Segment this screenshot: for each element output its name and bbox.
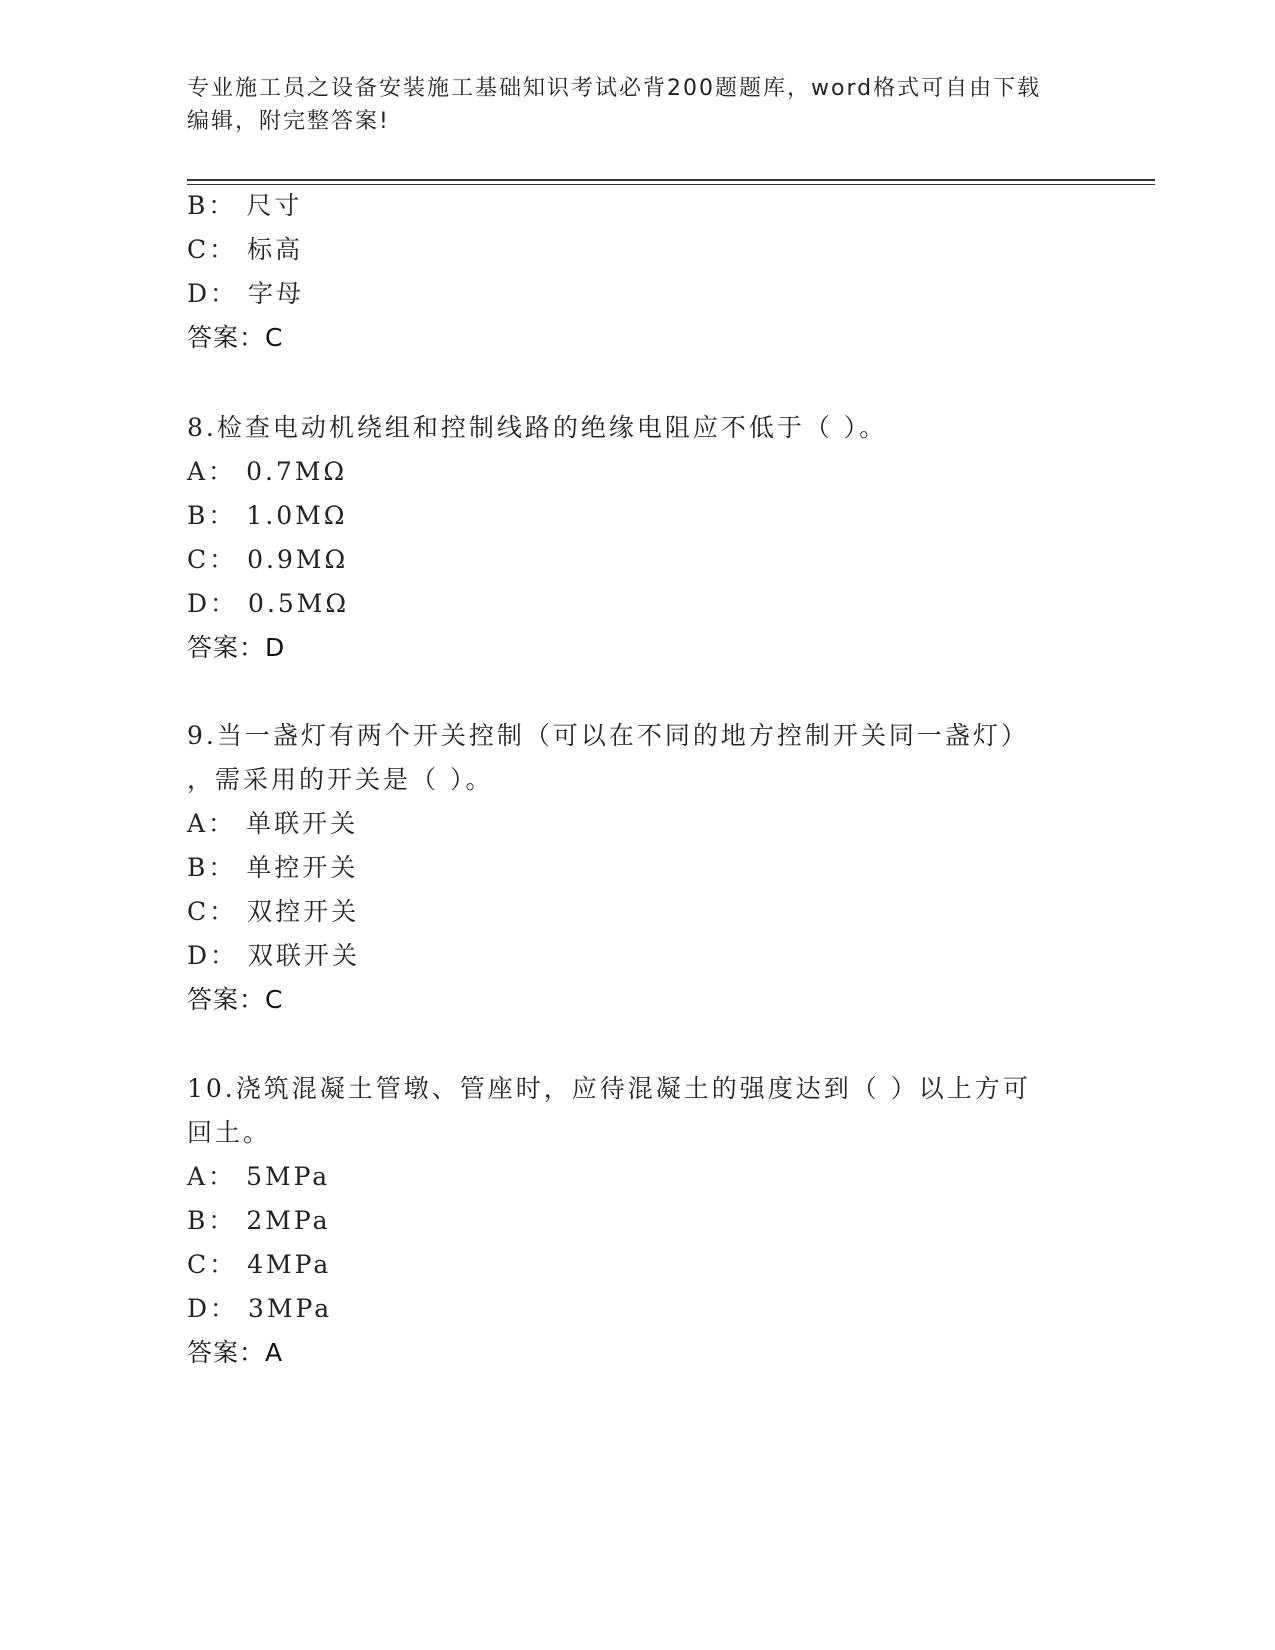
option-label: C： [187,897,238,926]
option-label: A： [187,1162,237,1191]
option-text: 双控开关 [247,897,360,926]
option-label: B： [187,1206,237,1235]
option-text: 0.5MΩ [248,589,350,618]
option-label: C： [187,1250,238,1279]
option-text: 3MPa [248,1294,333,1323]
option-label: D： [187,1294,239,1323]
option-d [187,940,360,972]
answer: 答案：D [187,633,286,662]
option-d [187,588,349,620]
header-title-line-1: 专业施工员之设备安装施工基础知识考试必背200题题库，word格式可自由下载 [187,76,1042,101]
option-text: 0.9MΩ [247,545,349,574]
option-c [187,544,348,576]
option-c [187,234,303,266]
option-b [187,852,358,884]
option-label: A： [187,809,237,838]
option-label: B： [187,191,237,220]
option-text: 字母 [248,279,305,308]
option-d [187,278,304,310]
option-a [187,808,358,840]
option-b [187,1205,330,1237]
option-text: 标高 [247,235,304,264]
option-text: 双联开关 [248,941,361,970]
option-d [187,1293,332,1325]
option-text: 5MPa [246,1162,331,1191]
header-divider-thick [187,179,1155,181]
option-c [187,896,359,928]
option-c [187,1249,331,1281]
option-label: D： [187,941,239,970]
question-stem-line-1: 10.浇筑混凝土管墩、管座时，应待混凝土的强度达到（ ）以上方可 [187,1074,1031,1103]
document-header [187,72,1067,138]
header-title-line-2: 编辑，附完整答案! [187,109,390,134]
option-b [187,190,302,222]
answer: 答案：A [187,1338,284,1367]
question-stem-line-2: ，需采用的开关是（ ）。 [187,765,494,794]
option-text: 单控开关 [246,853,359,882]
option-text: 2MPa [246,1206,331,1235]
option-label: B： [187,853,237,882]
question-stem-line-1: 9.当一盏灯有两个开关控制（可以在不同的地方控制开关同一盏灯） [187,721,1029,750]
option-label: C： [187,545,238,574]
question-stem: 8.检查电动机绕组和控制线路的绝缘电阻应不低于（ ）。 [187,413,888,442]
option-a [187,456,347,488]
answer: 答案：C [187,323,284,352]
option-text: 1.0MΩ [246,501,348,530]
option-label: D： [187,279,239,308]
option-b [187,500,347,532]
option-label: D： [187,589,239,618]
option-text: 0.7MΩ [246,457,348,486]
option-text: 4MPa [247,1250,332,1279]
question-stem-line-2: 回土。 [187,1118,272,1147]
option-label: C： [187,235,238,264]
option-text: 单联开关 [246,809,359,838]
option-label: B： [187,501,237,530]
header-divider-thin [187,184,1155,185]
option-label: A： [187,457,237,486]
option-a [187,1161,330,1193]
answer: 答案：C [187,985,284,1014]
option-text: 尺寸 [246,191,303,220]
